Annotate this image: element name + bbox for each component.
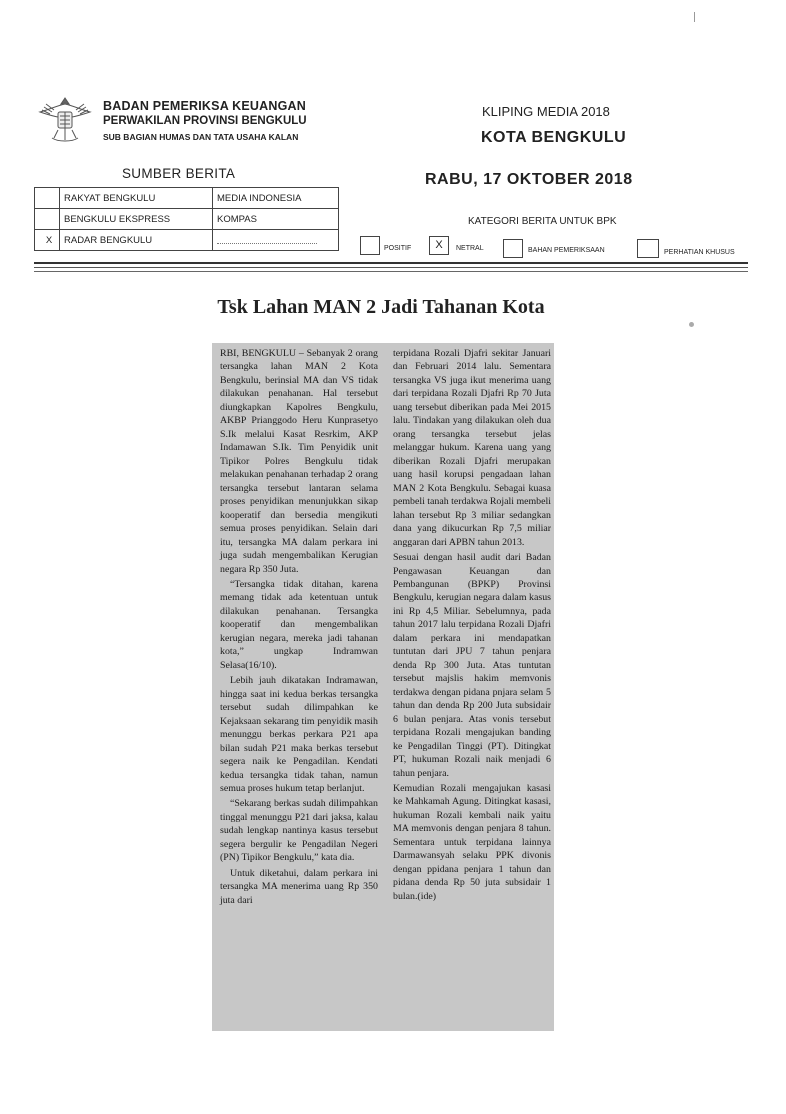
article-paragraph: Lebih jauh dikatakan Indramawan, hingga saat ini kedua berkas tersangka tersebut sudah dilimpahkan ke Kejaksaan sekarang tim penyidik masih menunggu berkas perkara P21 apa bilan sudah P21 maka berkas tersebut segera naik ke Pengadilan. Kendati kedua tersangka tidak tahan, namun semua proses hukum tetap berlanjut.	[220, 675, 378, 794]
category-label-perhatian-khusus: PERHATIAN KHUSUS	[664, 249, 735, 256]
source-table	[34, 187, 339, 251]
city-label: KOTA BENGKULU	[481, 129, 627, 146]
header-divider	[34, 267, 748, 268]
scan-mark	[694, 12, 695, 22]
header-divider	[34, 262, 748, 264]
category-checkbox-netral[interactable]: X	[429, 236, 449, 255]
org-subdivision: SUB BAGIAN HUMAS DAN TATA USAHA KALAN	[103, 132, 299, 142]
scan-mark	[689, 322, 694, 327]
source-name: BENGKULU EKSPRESS	[60, 209, 213, 230]
source-row	[35, 230, 339, 251]
source-name: RAKYAT BENGKULU	[60, 188, 213, 209]
org-office: PERWAKILAN PROVINSI BENGKULU	[103, 115, 307, 127]
dotted-line	[217, 233, 317, 244]
source-row	[35, 209, 339, 230]
article-column-right	[393, 347, 551, 905]
article-paragraph: terpidana Rozali Djafri sekitar Januari dan Februari 2014 lalu. Sementara tersangka VS juga ikut menerima uang dari terpidana Rozali Djafri Rp 70 Juta uang tersebut diberikan pada Mei 2015 lalu. Tindakan yang dilakukan oleh dua orang tersangka tersebut jelas melanggar hukum. Karena uang yang diberikan Rozali Djafri merupakan uang hasil korupsi pengadaan lahan MAN 2 Kota Bengkulu. Sebagai kuasa pembeli tanah terdakwa Rojali membeli lahan tersebut Rp 3 miliar sedangkan dana yang dikucurkan Rp 7,5 miliar anggaran dari APBN tahun 2013.	[393, 348, 551, 548]
article-paragraph: Sesuai dengan hasil audit dari Badan Pengawasan Keuangan dan Pembangunan (BPKP) Provinsi Bengkulu, kerugian negara dalam kasus ini Rp 4,5 Miliar. Sebelumnya, pada tahun 2017 lalu terpidana Rozali Djafri dalam perkara ini mendapatkan tuntutan dari JPU 7 tahun penjara denda Rp 300 Juta. Atas tuntutan tersebut majslis hakim memvonis terdakwa dengan pidana pnjara selam 5 tahun dan denda Rp 200 Juta subsidair 6 bulan penjara. Atas vonis tersebut terpidana Rozali mengajukan banding ke Pengadilan Tinggi (PT). Ditingkat PT, hukuman Rozali naik menjadi 6 tahun penjara.	[393, 552, 551, 779]
article-headline: Tsk Lahan MAN 2 Jadi Tahanan Kota	[217, 296, 545, 318]
org-name: BADAN PEMERIKSA KEUANGAN	[103, 99, 306, 113]
header-divider	[34, 271, 748, 272]
date-label: RABU, 17 OKTOBER 2018	[425, 171, 633, 188]
article-paragraph: “Sekarang berkas sudah dilimpahkan tinggal menunggu P21 dari jaksa, kalau sudah lengkap nantinya kasus tersebut segera bergulir ke Pengadilan Negeri (PN) Tipikor Bengkulu,” kata dia.	[220, 798, 378, 864]
source-checkbox[interactable]: X	[35, 230, 60, 251]
source-name: MEDIA INDONESIA	[213, 188, 339, 209]
article-column-left	[220, 347, 378, 909]
category-checkbox-positif[interactable]	[360, 236, 380, 255]
article-paragraph: Untuk diketahui, dalam perkara ini tersangka MA menerima uang Rp 350 juta dari	[220, 867, 378, 906]
source-title: SUMBER BERITA	[122, 166, 236, 181]
source-checkbox[interactable]	[35, 188, 60, 209]
source-blank-field	[213, 230, 339, 251]
article-paragraph: “Tersangka tidak ditahan, karena memang tidak ada ketentuan untuk dilakukan penahanan. Tersangka kooperatif dan mengembalikan kerugian negara, mereka jadi tahanan kota,” ungkap Indramwan Selasa(16/10).	[220, 578, 378, 671]
category-title: KATEGORI BERITA UNTUK BPK	[468, 216, 617, 227]
category-label-positif: POSITIF	[384, 245, 412, 252]
article-paragraph: RBI, BENGKULU – Sebanyak 2 orang tersangka lahan MAN 2 Kota Bengkulu, berinsial MA dan VS tidak dilakukan penahanan. Hal tersebut diungkapkan Kapolres Bengkulu, AKBP Prianggodo Heru Kunprasetyo S.Ik melalui Kasat Resrkim, AKP Indamawan S.Ik. Tim Penyidik unit Tipikor Polres Bengkulu tidak melakukan penahanan terhadap 2 orang tersangka tersebut lantaran selama proses penyidikan menunjukkan sikap kooperatif dan bersedia mengikuti semua proses penyidikan. Selain dari itu, tersangka MA dalam perkara ini juga sudah mengembalikan Kerugian negara Rp 350 Juta.	[220, 348, 378, 575]
category-checkbox-bahan-pemeriksaan[interactable]	[503, 239, 523, 258]
article-paragraph: Kemudian Rozali mengajukan kasasi ke Mahkamah Agung. Ditingkat kasasi, hukuman Rozali kembali naik yaitu MA memvonis dengan penjara 8 tahun. Sementara untuk terpidana lainnya Darmawansyah selaku PPK divonis dengan ppidana penjara 1 tahun dan pidana denda Rp 50 juta subsidair 1 bulan.(ide)	[393, 783, 551, 902]
category-checkbox-perhatian-khusus[interactable]	[637, 239, 659, 258]
source-name: KOMPAS	[213, 209, 339, 230]
kliping-label: KLIPING MEDIA 2018	[482, 104, 610, 119]
category-label-netral: NETRAL	[456, 245, 484, 252]
category-label-bahan-pemeriksaan: BAHAN PEMERIKSAAN	[528, 247, 605, 254]
source-checkbox[interactable]	[35, 209, 60, 230]
source-name: RADAR BENGKULU	[60, 230, 213, 251]
source-row	[35, 188, 339, 209]
garuda-emblem-icon	[36, 90, 94, 146]
